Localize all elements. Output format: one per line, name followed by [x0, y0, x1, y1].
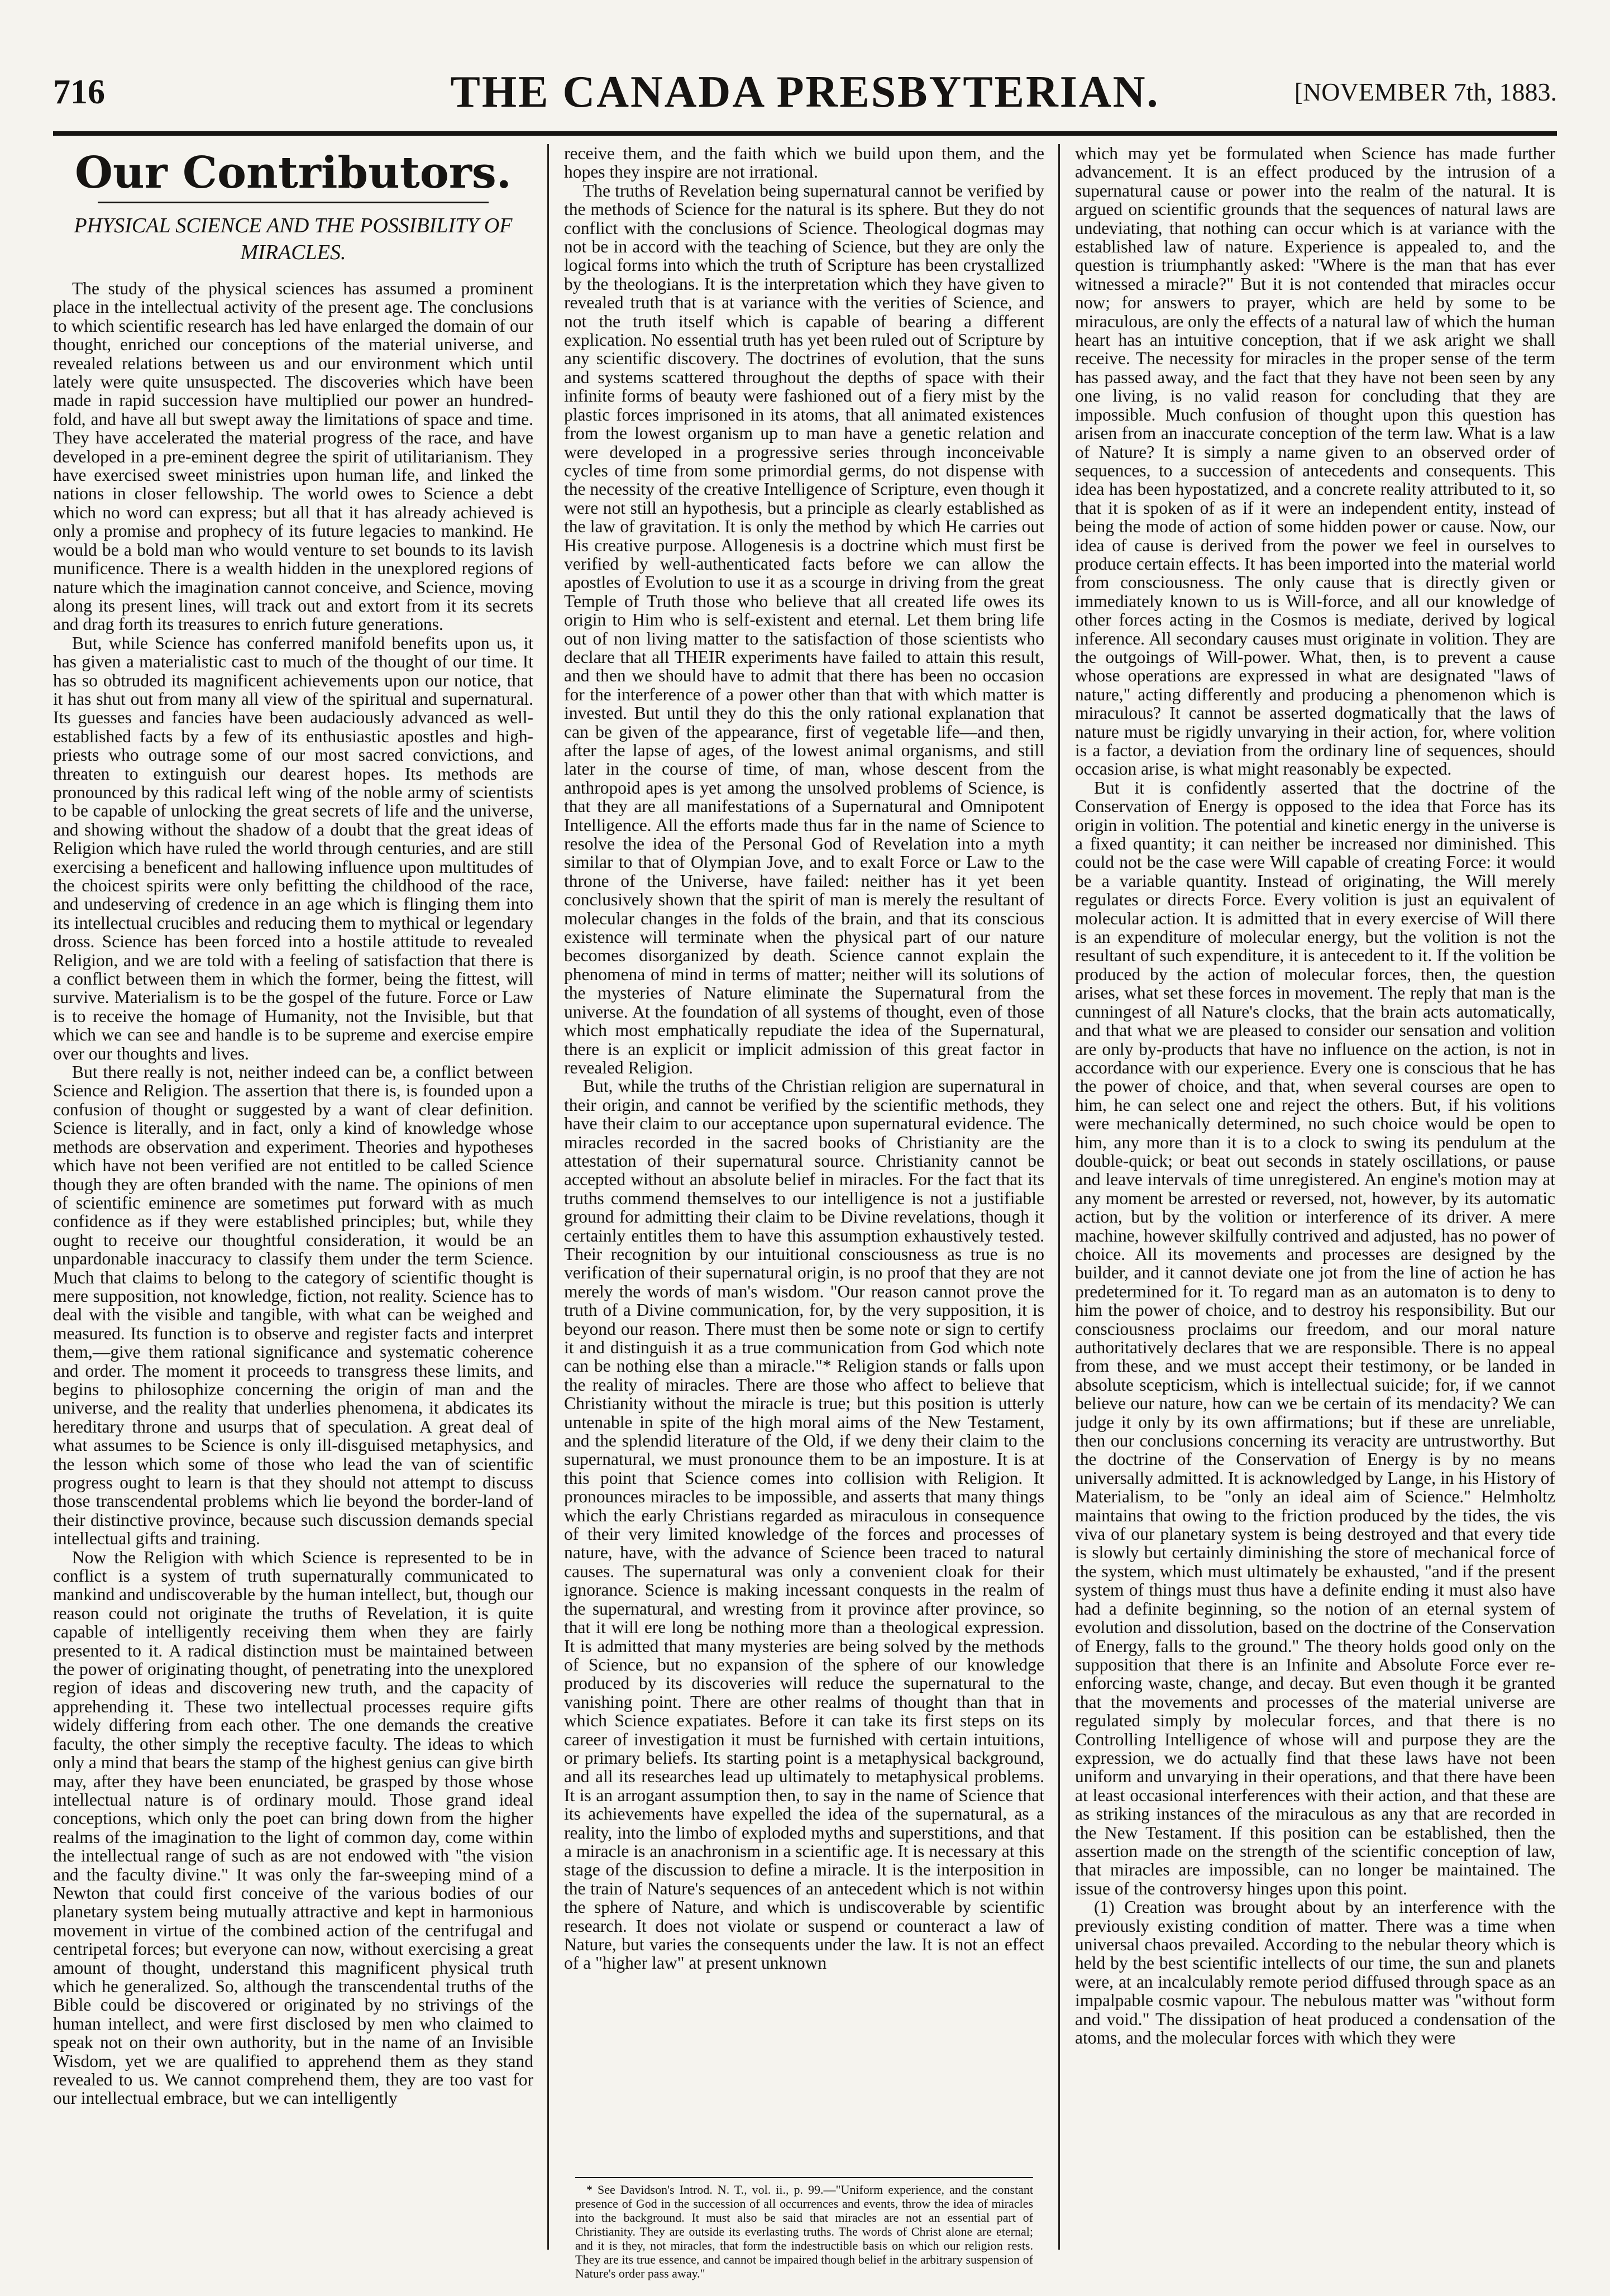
paragraph: (1) Creation was brought about by an interference with the previously existing condition of matter. There was a time when universal chaos prevailed. According to the nebular theory which is held by the best scientific intellects of our time, the sun and planets were, at an incalculably remote period diffused through space as an impalpable cosmic vapour. The nebulous matter was "without form and void." The dissipation of heat produced a condensation of the atoms, and the molecular forces with which they were [1075, 1897, 1555, 2048]
paragraph: But it is confidently asserted that the doctrine of the Conservation of Energy is opposed to the idea that Force has its origin in volition. The potential and kinetic energy in the universe is a fixed quantity; it can neither be increased nor diminished. This could not be the case were Will capable of creating Force: it would be a variable quantity. Instead of originating, the Will merely regulates or directs Force. Every volition is just an equivalent of molecular action. It is admitted that in every exercise of Will there is an expenditure of molecular energy, but the volition is not the resultant of such expenditure, it is antecedent to it. If the volition be produced by the action of molecular forces, then, the question arises, what set these forces in movement. The reply that man is the cunningest of all Nature's clocks, that the brain acts automatically, and that what we are pleased to consider our sensation and volition are only by-products that have no influence on the action, is not in accordance with our experience. Every one is conscious that he has the power of choice, and that, when several courses are open to him, he can select one and reject the others. But, if his volitions were mechanically determined, no such choice would be open to him, any more than it is to a clock to swing its pendulum at the double-quick; or beat out seconds in stately oscillations, or pause and leave intervals of time unregistered. An engine's motion may at any moment be arrested or reversed, not, however, by its automatic action, but by the volition or interference of its driver. A mere machine, however skilfully contrived and adjusted, has no power of choice. All its movements and processes are designed by the builder, and it cannot deviate one jot from the line of action he has predetermined for it. To regard man as an automaton is to deny to him the power of choice, and to destroy his responsibility. But our consciousness proclaims our freedom, and our moral nature authoritatively declares that we are responsible. There is no appeal from these, and we must accept their testimony, or be landed in absolute scepticism, which is intellectual suicide; for, if we cannot believe our nature, how can we be certain of its mendacity? We can judge it only by its own affirmations; but if these are unreliable, then our conclusions concerning its veracity are untrustworthy. But the doctrine of the Conservation of Energy is by no means universally admitted. It is acknowledged by Lange, in his History of Materialism, to be "only an ideal aim of Science." Helmholtz maintains that owing to the friction produced by the tides, the vis viva of our planetary system is being destroyed and that every tide is slowly but certainly diminishing the store of mechanical force of the system, which must ultimately be exhausted, "and if the present system of things must thus have a definite ending it must also have had a definite beginning, so the notion of an eternal system of evolution and dissolution, based on the doctrine of the Conservation of Energy, falls to the ground." The theory holds good only on the supposition that there is an Infinite and Absolute Force ever re-enforcing waste, change, and decay. But even though it be granted that the movements and processes of the material universe are regulated simply by molecular forces, and that there is no Controlling Intelligence of whose will and purpose they are the expression, we do actually find that these laws have not been uniform and unvarying in their operations, and that there have been at least occasional interferences with their action, and that these are as striking instances of the miraculous as any that are recorded in the New Testament. If this position can be established, then the assertion made on the strength of the scientific conception of law, that miracles are impossible, can no longer be maintained. The issue of the controversy hinges upon this point. [1075, 777, 1555, 1898]
footnote: * See Davidson's Introd. N. T., vol. ii., p. 99.—"Uniform experience, and the constant presence of God in the succession of all occurrences and events, throw the idea of miracles into the background. It must also be said that miracles are not an essential part of Christianity. They are outside its everlasting truths. The words of Christ alone are eternal; and it is they, not miracles, that form the indestructible basis on which our religion rests. They are its true essence, and cannot be impaired though belief in the arbitrary suspension of Nature's order pass away." [575, 2183, 1033, 2280]
paragraph: receive them, and the faith which we build upon them, and the hopes they inspire are not irrational. [564, 144, 1044, 182]
footnote-block [575, 2177, 1033, 2280]
paragraph: which may yet be formulated when Science has made further advancement. It is an effect produced by the intrusion of a supernatural cause or power into the realm of the natural. It is argued on scientific grounds that the sequences of natural laws are undeviating, that nothing can occur which is at variance with the established law of nature. Experience is appealed to, and the question is triumphantly asked: "Where is the man that has ever witnessed a miracle?" But it is not contended that miracles occur now; for answers to prayer, which are held by some to be miraculous, are only the effects of a natural law of which the human heart has an intuitive conception, that if we ask aright we shall receive. The necessity for miracles in the proper sense of the term has passed away, and the fact that they have not been seen by any one living, is no valid reason for concluding that they are impossible. Much confusion of thought upon this question has arisen from an inaccurate conception of the term law. What is a law of Nature? It is simply a name given to an observed order of sequences, to a succession of antecedents and consequents. This idea has been hypostatized, and a concrete reality attributed to it, so that it is spoken of as if it were an independent entity, instead of being the mode of action of some hidden power or cause. Now, our idea of cause is derived from the power we feel in ourselves to produce certain effects. It has been imported into the material world from consciousness. The only cause that is directly given or immediately known to us is Will-force, and all our knowledge of other forces acting in the Cosmos is mediate, derived by logical inference. All secondary causes must originate in volition. They are the outgoings of Will-power. What, then, is to prevent a cause whose operations are expressed in what are designated "laws of nature," acting differently and producing a phenomenon which is miraculous? It cannot be asserted dogmatically that the laws of nature must be rigidly unvarying in their action, for, where volition is a factor, a deviation from the ordinary line of sequences, should occasion arise, is what might reasonably be expected. [1075, 144, 1555, 779]
masthead [53, 67, 1557, 128]
publication-title: THE CANADA PRESBYTERIAN. [450, 68, 1160, 117]
column-3 [1075, 144, 1555, 2250]
paragraph: But, while Science has conferred manifold benefits upon us, it has given a materialistic cast to much of the thought of our time. It has so obtruded its magnificent achievements upon our notice, that it has shut out from many all view of the spiritual and supernatural. Its guesses and fancies have been audaciously advanced as well-established facts by a few of its enthusiastic apostles and high-priests who outrage some of our most sacred convictions, and threaten to extinguish our dearest hopes. Its methods are pronounced by this radical left wing of the noble army of scientists to be capable of unlocking the great secrets of life and the universe, and showing without the shadow of a doubt that the great ideas of Religion which have ruled the world through centuries, and are still exercising a beneficent and hallowing influence upon multitudes of the choicest spirits were only befitting the childhood of the race, and undeserving of credence in an age which is flinging them into its intellectual crucibles and reducing them to mythical or legendary dross. Science has been forced into a hostile attitude to revealed Religion, and we are told with a feeling of satisfaction that there is a conflict between them in which the former, being the fittest, will survive. Materialism is to be the gospel of the future. Force or Law is to receive the homage of Humanity, not the Invisible, but that which we can see and handle is to be supreme and exercise empire over our thoughts and lives. [53, 633, 533, 1063]
paragraph: Now the Religion with which Science is represented to be in conflict is a system of truth supernaturally communicated to mankind and undiscoverable by the human intellect, but, though our reason could not originate the truths of Revelation, it is quite capable of intelligently receiving them when they are fairly presented to it. A radical distinction must be maintained between the power of originating thought, of penetrating into the unexplored region of ideas and discovering new truth, and the capacity of apprehending it. These two intellectual processes require gifts widely differing from each other. The one demands the creative faculty, the other simply the receptive faculty. The ideas to which only a mind that bears the stamp of the highest genius can give birth may, after they have been enunciated, be grasped by those whose intellectual nature is of ordinary mould. Those grand ideal conceptions, which only the poet can bring down from the higher realms of the imagination to the light of common day, come within the intellectual range of such as are not endowed with "the vision and the faculty divine." It was only the far-sweeping mind of a Newton that could first conceive of the various bodies of our planetary system being mutually attractive and kept in harmonious movement in virtue of the combined action of the centrifugal and centripetal forces; but everyone can now, without exercising a great amount of thought, understand this magnificent physical truth which he generalized. So, although the transcendental truths of the Bible could be discovered or originated by no strivings of the human intellect, and were first disclosed by men who claimed to speak not on their own authority, but in the name of an Invisible Wisdom, yet we are qualified to apprehend them as they stand revealed to us. We cannot comprehend them, they are too vast for our intellectual embrace, but we can intelligently [53, 1547, 533, 2108]
paragraph: But, while the truths of the Christian religion are supernatural in their origin, and cannot be verified by the scientific methods, they have their claim to our acceptance upon supernatural evidence. The miracles recorded in the sacred books of Christianity are the attestation of their supernatural source. Christianity cannot be accepted without an absolute belief in miracles. For the fact that its truths commend themselves to our intelligence is not a justifiable ground for admitting their claim to be Divine revelations, though it certainly entitles them to have this assumption exhaustively tested. Their recognition by our intuitional consciousness as true is no verification of their supernatural origin, is no proof that they are not merely the words of man's wisdom. "Our reason cannot prove the truth of a Divine communication, for, by the very supposition, it is beyond our reason. There must then be some note or sign to certify it and distinguish it as a true communication from God which note can be nothing else than a miracle."* Religion stands or falls upon the reality of miracles. There are those who affect to believe that Christianity without the miracle is true; but this position is utterly untenable in spite of the high moral aims of the New Testament, and the splendid literature of the Old, if we deny their claim to the supernatural, we must pronounce them to be an imposture. It is at this point that Science comes into collision with Religion. It pronounces miracles to be impossible, and asserts that many things which the early Christians regarded as miraculous in consequence of their very limited knowledge of the forces and processes of nature, have, with the advance of Science been traced to natural causes. The supernatural was only a convenient cloak for their ignorance. Science is making incessant conquests in the realm of the supernatural, and wresting from it province after province, so that it will ere long be nothing more than a theological expression. It is admitted that many mysteries are being solved by the methods of Science, but no expansion of the sphere of our knowledge produced by its discoveries will reduce the supernatural to the vanishing point. There are other realms of thought than that in which Science expatiates. Before it can take its first steps on its career of investigation it must be furnished with certain intuitions, or primary beliefs. Its starting point is a metaphysical background, and all its researches lead up ultimately to metaphysical problems. It is an arrogant assumption then, to say in the name of Science that its achievements have expelled the idea of the supernatural, as a reality, into the limbo of exploded myths and superstitions, and that a miracle is an anachronism in a scientific age. It is necessary at this stage of the discussion to define a miracle. It is the interposition in the train of Nature's sequences of an antecedent which is not within the sphere of Nature, and which is undiscoverable by scientific research. It does not violate or suspend or counteract a law of Nature, but varies the consequents under the law. It is not an effect of a "higher law" at present unknown [564, 1076, 1044, 1973]
column-1 [53, 144, 533, 2250]
page-number: 716 [53, 73, 105, 111]
paragraph: But there really is not, neither indeed can be, a conflict between Science and Religion. The assertion that there is, is founded upon a confusion of thought or suggested by a want of clear definition. Science is literally, and in fact, only a kind of knowledge whose methods are observation and experiment. Theories and hypotheses which have not been verified are not entitled to be called Science though they are often branded with the name. The opinions of men of scientific eminence are sometimes put forward with as much confidence as if they were established principles; but, while they ought to receive our thoughtful consideration, it would be an unpardonable inaccuracy to classify them under the term Science. Much that claims to belong to the category of scientific thought is mere supposition, not knowledge, fiction, not reality. Science has to deal with the visible and tangible, with what can be weighed and measured. Its function is to observe and register facts and interpret them,—give them rational significance and systematic coherence and order. The moment it proceeds to transgress these limits, and begins to philosophize concerning the origin of man and the universe, and the reality that underlies phenomena, it abdicates its hereditary throne and usurps that of speculation. A great deal of what assumes to be Science is only ill-disguised metaphysics, and the lesson which some of those who lead the van of scientific progress ought to learn is that they should not attempt to discuss those transcendental problems which lie beyond the border-land of their distinctive province, because such discussion demands special intellectual gifts and training. [53, 1062, 533, 1549]
column-divider [547, 144, 549, 2250]
article-title: PHYSICAL SCIENCE AND THE POSSIBILITY OF MIRACLES. [74, 214, 513, 264]
column-divider [1058, 144, 1060, 2250]
issue-date: [NOVEMBER 7th, 1883. [1294, 78, 1557, 106]
paragraph: The truths of Revelation being supernatural cannot be verified by the methods of Science for the natural is its sphere. But they do not conflict with the conclusions of Science. Theological dogmas may not be in accord with the teaching of Science, but they are only the logical forms into which the truth of Scripture has been crystallized by the theologians. It is the interpretation which they have given to revealed truth that is at variance with the verities of Science, and not the truth itself which is capable of bearing a different explication. No essential truth has yet been ruled out of Scripture by any scientific discovery. The doctrines of evolution, that the suns and systems scattered throughout the depths of space with their infinite forms of beauty were fashioned out of a fiery mist by the plastic forces imprisoned in its atoms, that all animated existences from the lowest organism up to man have a genetic relation and were developed in a progressive series through inconceivable cycles of time from some primordial germs, do not dispense with the necessity of the creative Intelligence of Scripture, even though it were not still an hypothesis, but a principle as clearly established as the law of gravitation. It is only the method by which He carries out His creative purpose. Allogenesis is a doctrine which must first be verified by well-authenticated facts before we can allow the apostles of Evolution to use it as a scourge in driving from the great Temple of Truth those who believe that all created life owes its origin to Him who is self-existent and eternal. Let them bring life out of non living matter to the satisfaction of those scientists who declare that all THEIR experiments have failed to attain this result, and then we should have to admit that there has been no occasion for the interference of a power other than that with which matter is invested. But until they do this the only rational explanation that can be given of the appearance, first of vegetable life—and then, after the lapse of ages, of the lowest animal organisms, and still later in the course of time, of man, whose descent from the anthropoid apes is yet among the unsolved problems of Science, is that they are all manifestations of a Supernatural and Omnipotent Intelligence. All the efforts made thus far in the name of Science to resolve the idea of the Personal God of Revelation into a myth similar to that of Olympian Jove, and to exalt Force or Law to the throne of the Universe, have failed: neither has it yet been conclusively shown that the spirit of man is merely the resultant of molecular changes in the folds of the brain, and that its conscious existence will terminate when the physical part of our nature becomes disorganized by death. Science cannot explain the phenomena of mind in terms of matter; neither will its solutions of the mysteries of Nature eliminate the Supernatural from the universe. At the foundation of all systems of thought, even of those which most emphatically repudiate the idea of the Supernatural, there is an explicit or implicit admission of this great factor in revealed Religion. [564, 180, 1044, 1077]
paragraph: The study of the physical sciences has assumed a prominent place in the intellectual activity of the present age. The conclusions to which scientific research has led have enlarged the domain of our thought, enriched our conceptions of the material universe, and revealed relations between us and our environment which until lately were quite unsuspected. The discoveries which have been made in rapid succession have multiplied our power an hundred-fold, and have all but swept away the limitations of space and time. They have accelerated the material progress of the race, and have developed in a pre-eminent degree the spirit of utilitarianism. They have exercised sweet ministries upon human life, and linked the nations in closer fellowship. The world owes to Science a debt which no word can express; but all that it has already achieved is only a promise and prophecy of its future legacies to mankind. He would be a bold man who would venture to set bounds to its lavish munificence. There is a wealth hidden in the unexplored regions of nature which the imagination cannot conceive, and Science, moving along its present lines, will track out and extort from it its secrets and drag forth its treasures to enrich future generations. [53, 279, 533, 634]
section-heading: Our Contributors. [53, 147, 533, 203]
column-2 [564, 144, 1044, 2250]
masthead-rule [53, 131, 1557, 136]
